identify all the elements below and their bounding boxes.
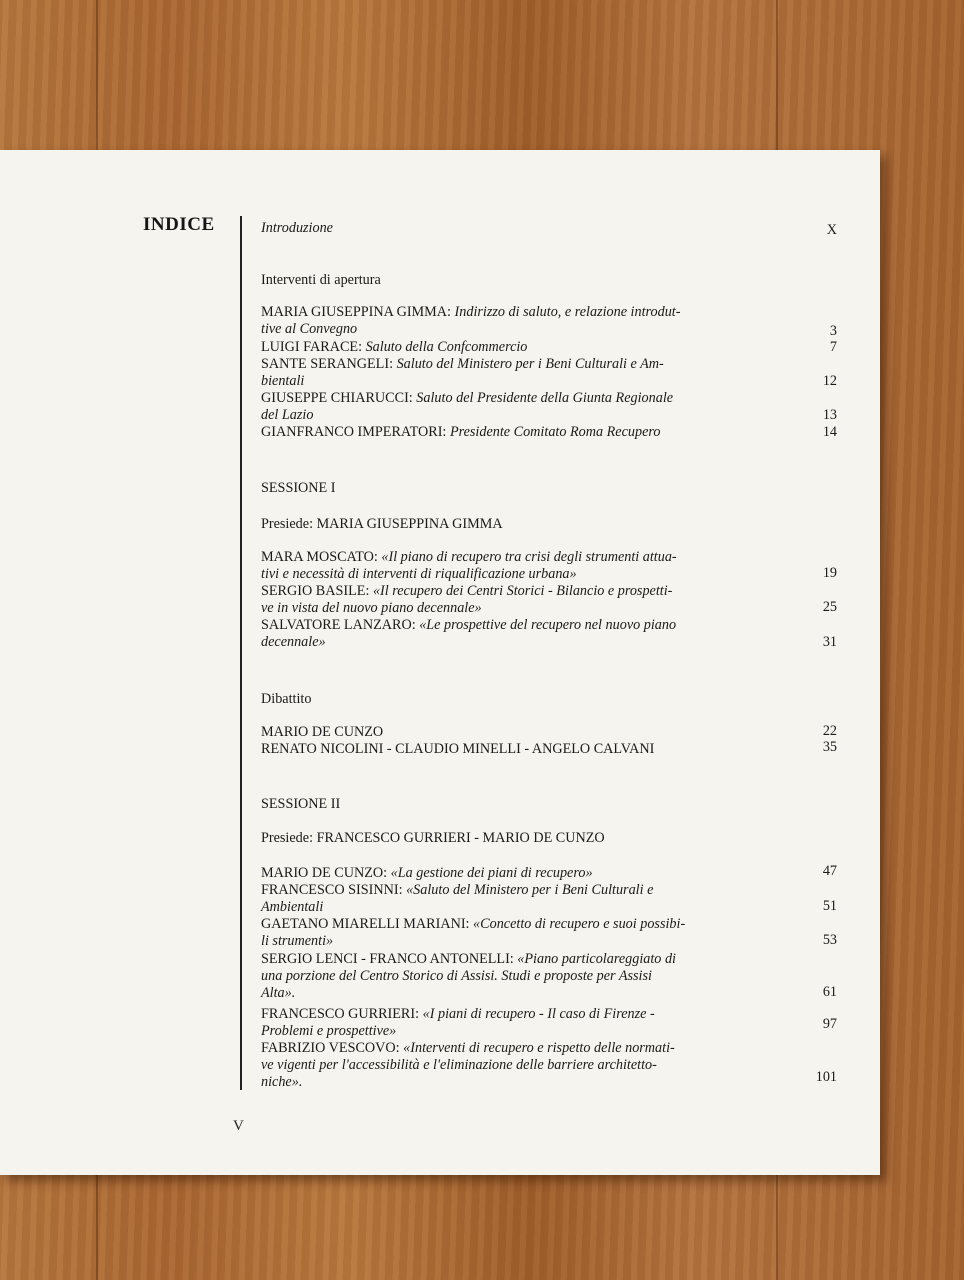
entry-author: SERGIO BASILE: (261, 583, 370, 599)
entry-author: FRANCESCO GURRIERI: (261, 1006, 420, 1022)
entry-title: «Piano particolareggiato di (517, 951, 676, 967)
entry-title: «La gestione dei piani di recupero» (390, 865, 593, 881)
entry-author: SANTE SERANGELI: (261, 356, 394, 372)
entry-page: 97 (822, 1016, 837, 1032)
entry-author: GIUSEPPE CHIARUCCI: (261, 390, 413, 406)
toc-entry (261, 724, 761, 741)
entry-page: 35 (822, 739, 837, 755)
debate-title: Dibattito (261, 691, 312, 707)
entry-page: 25 (822, 599, 837, 615)
toc-entry (261, 304, 761, 338)
entry-author: GIANFRANCO IMPERATORI: (261, 424, 447, 440)
entry-author: MARIO DE CUNZO (261, 724, 384, 740)
toc-entry (261, 390, 761, 424)
toc-entry (261, 339, 761, 356)
toc-entry (261, 549, 761, 583)
opening-title: Interventi di apertura (261, 272, 381, 288)
entry-title: Saluto del Presidente della Giunta Regionale (416, 390, 674, 406)
index-heading: INDICE (143, 214, 215, 235)
intro-label: Introduzione (261, 220, 333, 236)
entry-title: tivi e necessità di interventi di riqualificazione urbana» (261, 566, 577, 582)
entry-page: 12 (822, 373, 837, 389)
toc-entry (261, 583, 761, 617)
entry-title: bientali (261, 373, 305, 389)
toc-entry (261, 741, 761, 758)
entry-page: 22 (822, 723, 837, 739)
entry-page: 51 (822, 898, 837, 914)
entry-page: 13 (822, 407, 837, 423)
entry-author: MARIO DE CUNZO: (261, 865, 388, 881)
entry-author: RENATO NICOLINI - CLAUDIO MINELLI - ANGELO CALVANI (261, 741, 655, 757)
entry-page: 14 (822, 424, 837, 440)
entry-title: ve in vista del nuovo piano decennale» (261, 600, 482, 616)
entry-author: FRANCESCO SISINNI: (261, 882, 403, 898)
chair-name: MARIA GIUSEPPINA GIMMA (316, 516, 503, 532)
session1-chair (261, 516, 503, 533)
entry-title: «I piani di recupero - Il caso di Firenze - (422, 1006, 655, 1022)
entry-title: niche». (261, 1074, 303, 1090)
entry-author: SALVATORE LANZARO: (261, 617, 416, 633)
entry-title: «Il recupero dei Centri Storici - Bilancio e prospetti- (372, 583, 673, 599)
entry-title: una porzione del Centro Storico di Assisi. Studi e proposte per Assisi (261, 968, 652, 984)
entry-title: li strumenti» (261, 933, 334, 949)
toc-entry (261, 1040, 761, 1091)
entry-title: «Il piano di recupero tra crisi degli strumenti attua- (381, 549, 677, 565)
entry-author: LUIGI FARACE: (261, 339, 363, 355)
entry-author: SERGIO LENCI - FRANCO ANTONELLI: (261, 951, 514, 967)
entry-page: 53 (822, 932, 837, 948)
entry-page: 47 (822, 863, 837, 879)
entry-title: Presidente Comitato Roma Recupero (449, 424, 661, 440)
session2-chair (261, 830, 605, 847)
entry-page: 101 (815, 1069, 837, 1085)
toc-entry (261, 865, 761, 882)
toc-entry (261, 882, 761, 916)
entry-title: Alta». (261, 985, 296, 1001)
toc-entry (261, 424, 761, 441)
entry-title: decennale» (261, 634, 326, 650)
book-page (0, 150, 880, 1175)
entry-title: Saluto del Ministero per i Beni Culturali e Am- (396, 356, 664, 372)
column-rule (240, 216, 242, 1090)
entry-page: 7 (829, 339, 837, 355)
entry-title: ve vigenti per l'accessibilità e l'eliminazione delle barriere architetto- (261, 1057, 657, 1073)
page-number: V (233, 1118, 244, 1134)
chair-name: FRANCESCO GURRIERI - MARIO DE CUNZO (316, 830, 605, 846)
toc-entry (261, 617, 761, 651)
entry-title: Indirizzo di saluto, e relazione introdut- (454, 304, 681, 320)
chair-label: Presiede: (261, 830, 314, 846)
intro-page: X (826, 222, 837, 238)
session2-title: SESSIONE II (261, 796, 341, 812)
entry-title: «Le prospettive del recupero nel nuovo piano (419, 617, 677, 633)
entry-title: Ambientali (261, 899, 324, 915)
toc-entry (261, 916, 761, 950)
toc-entry (261, 1006, 761, 1040)
entry-page: 19 (822, 565, 837, 581)
entry-author: GAETANO MIARELLI MARIANI: (261, 916, 470, 932)
entry-title: «Concetto di recupero e suoi possibi- (473, 916, 686, 932)
entry-page: 3 (829, 323, 837, 339)
entry-author: MARIA GIUSEPPINA GIMMA: (261, 304, 451, 320)
toc-entry (261, 951, 761, 1002)
entry-page: 31 (822, 634, 837, 650)
chair-label: Presiede: (261, 516, 314, 532)
entry-author: MARA MOSCATO: (261, 549, 378, 565)
entry-author: FABRIZIO VESCOVO: (261, 1040, 400, 1056)
entry-title: tive al Convegno (261, 321, 358, 337)
entry-title: Problemi e prospettive» (261, 1023, 397, 1039)
entry-page: 61 (822, 984, 837, 1000)
entry-title: Saluto della Confcommercio (365, 339, 528, 355)
entry-title: «Interventi di recupero e rispetto delle normati- (403, 1040, 675, 1056)
entry-title: «Saluto del Ministero per i Beni Culturali e (406, 882, 654, 898)
entry-title: del Lazio (261, 407, 314, 423)
session1-title: SESSIONE I (261, 480, 336, 496)
toc-entry (261, 356, 761, 390)
